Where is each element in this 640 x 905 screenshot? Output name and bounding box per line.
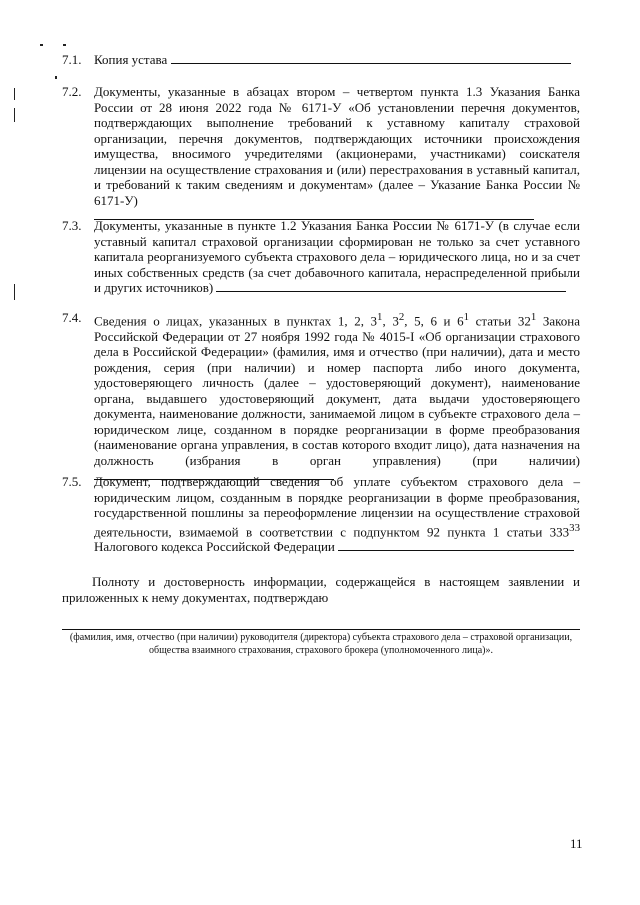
item-7-3 bbox=[62, 218, 580, 296]
fill-line bbox=[338, 539, 574, 551]
closing-statement: Полноту и достоверность информации, содержащейся в настоящем заявлении и приложенных к нему документах, подтверждаю bbox=[62, 574, 580, 605]
item-7-1 bbox=[62, 52, 580, 68]
superscript: 1 bbox=[463, 311, 470, 323]
signature-line bbox=[62, 629, 580, 630]
item-text: Налогового кодекса Российской Федерации bbox=[94, 539, 335, 555]
scan-mark bbox=[63, 44, 66, 46]
item-text: Закона Российской Федерации от 27 ноября 1992 года № 4015-I «Об организации страхового дела в Российской Федерации» (фамилия, имя и отчество (при наличии), дата и место рождения, серия (при наличии) и номер паспорта либо иного документа, удостоверяющего личность (далее – удостоверяющий документ), наименование органа, выдавшего удостоверяющий документ, дата выдачи удостоверяющего документа, наименование должности, занимаемой лицом в субъекте страхового дела – юридическом лице, созданном в порядке реорганизации в форме преобразования (наименование органа управления, в состав которого входит лицо), дата назначения на должность (избрания в орган управления) (при наличии) bbox=[94, 313, 581, 468]
scan-mark bbox=[14, 108, 15, 122]
fill-line bbox=[216, 280, 566, 292]
superscript: 1 bbox=[530, 311, 537, 323]
item-number: 7.4. bbox=[62, 310, 82, 325]
item-7-4 bbox=[62, 310, 580, 484]
item-text: статьи 32 bbox=[469, 313, 531, 329]
item-number: 7.2. bbox=[62, 84, 82, 99]
scan-mark bbox=[55, 76, 57, 79]
fill-line bbox=[171, 52, 571, 64]
scan-mark bbox=[14, 284, 15, 300]
item-number: 7.1. bbox=[62, 52, 82, 67]
item-7-2 bbox=[62, 84, 580, 224]
page-number: 11 bbox=[570, 836, 583, 851]
superscript: 1 bbox=[377, 311, 383, 323]
item-text: Документ, подтверждающий сведения об уплате субъектом страхового дела – юридическим лицом, созданным в порядке реорганизации в форме преобразования, государственной пошлины за переоформление лицензии на осуществление страховой деятельности, взимаемой в соответствии с подпунктом 92 пункта 1 статьи 333 bbox=[94, 474, 580, 539]
item-text: Копия устава bbox=[94, 52, 168, 67]
scan-mark bbox=[40, 44, 43, 46]
item-text: Документы, указанные в пункте 1.2 Указания Банка России № 6171-У (в случае если уставный капитал страховой организации сформирован не только за счет уставного капитала реорганизуемого субъекта страхового дела – юридического лица, но и за счет иных собственных средств (за счет добавочного капитала, нераспределенной прибыли и других источников) bbox=[94, 218, 580, 295]
item-text: , 3 bbox=[382, 313, 399, 329]
item-text: , 5, 6 и 6 bbox=[404, 313, 464, 329]
item-text: Сведения о лицах, указанных в пунктах 1, 2, 3 bbox=[94, 313, 378, 329]
item-number: 7.5. bbox=[62, 474, 82, 489]
superscript: 2 bbox=[398, 311, 405, 323]
superscript: 33 bbox=[569, 521, 580, 534]
item-number: 7.3. bbox=[62, 218, 82, 233]
item-text: Документы, указанные в абзацах втором – четвертом пункта 1.3 Указания Банка России от 28 июня 2022 года № 6171-У «Об установлении перечня документов, подтверждающих выполнение требований к уставному капиталу страховой организации, перечня документов, подтверждающих источники происхождения имущества, вносимого учредителями (акционерами, участниками) соискателя лицензии на осуществление страхования и (или) перестрахования в уставный капитал, и требований к таким сведениям и документам» (далее – Указание Банка России № 6171-У) bbox=[94, 84, 580, 208]
scan-mark bbox=[14, 88, 15, 100]
signature-caption: (фамилия, имя, отчество (при наличии) руководителя (директора) субъекта страхового дела – страховой организации, общества взаимного страхования, страхового брокера (уполномоченного лица)». bbox=[69, 632, 573, 656]
item-7-5 bbox=[62, 474, 580, 555]
